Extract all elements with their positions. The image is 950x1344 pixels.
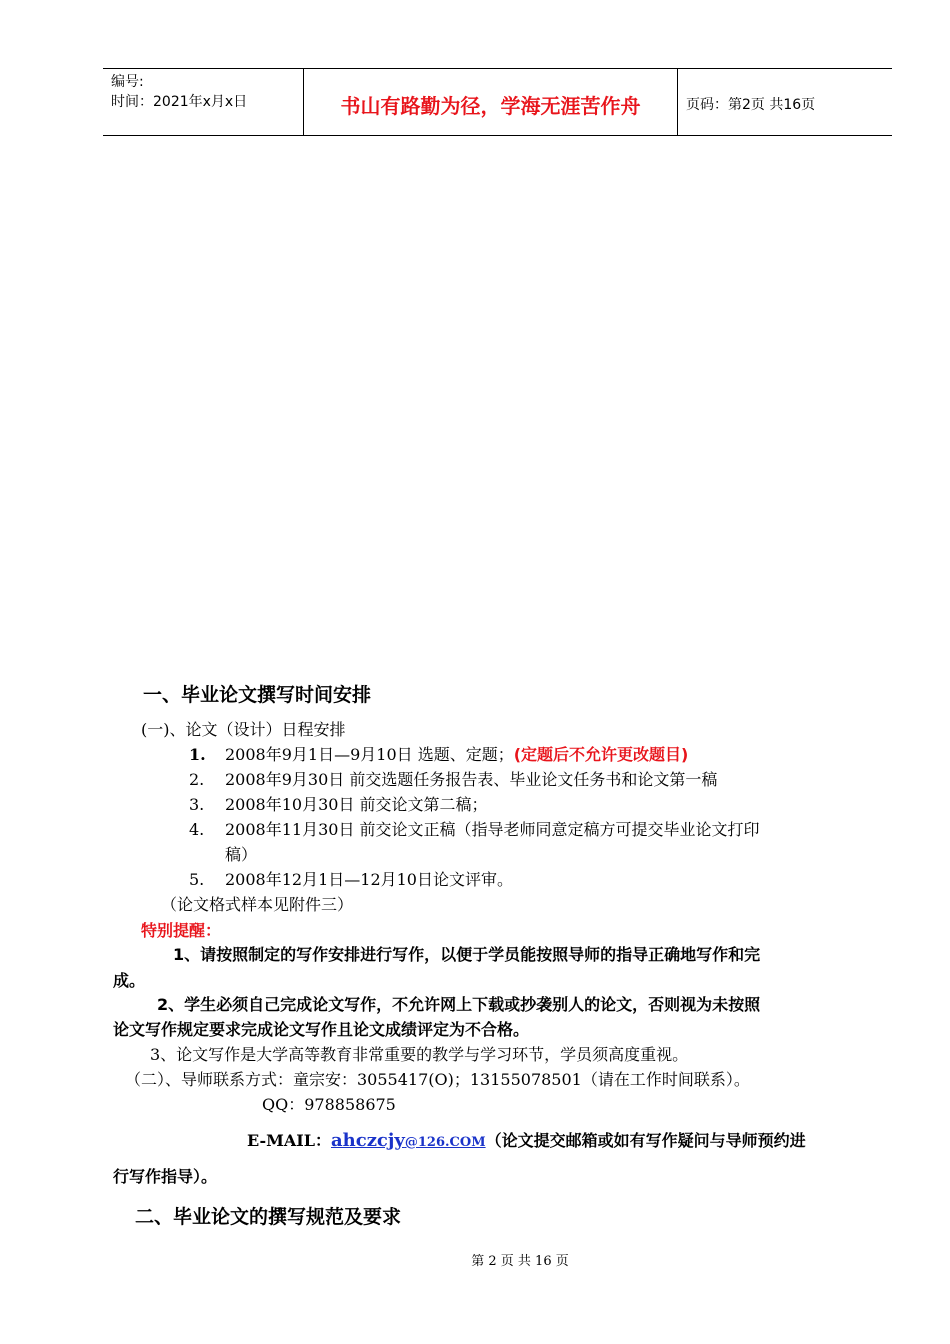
schedule-item: 1. 2008年9月1日—9月10日 选题、定题；(定题后不允许更改题目) bbox=[189, 745, 689, 764]
reminder-3: 3、论文写作是大学高等教育非常重要的教学与学习环节，学员须高度重视。 bbox=[150, 1045, 689, 1064]
email-link[interactable]: ahczcjy@126.COM bbox=[331, 1130, 486, 1151]
schedule-item-continuation: 稿） bbox=[225, 845, 258, 864]
schedule-subtitle: (一)、论文（设计）日程安排 bbox=[141, 720, 346, 739]
header-motto: 书山有路勤为径，学海无涯苦作舟 bbox=[340, 94, 641, 118]
schedule-item: 3. 2008年10月30日 前交论文第二稿； bbox=[189, 795, 488, 814]
code-label: 编号: bbox=[111, 74, 144, 90]
email-label: E-MAIL： bbox=[247, 1131, 331, 1150]
section-1-title: 一、毕业论文撰写时间安排 bbox=[143, 684, 372, 706]
advisor-qq: QQ：978858675 bbox=[262, 1095, 396, 1114]
schedule-warning: (定题后不允许更改题目) bbox=[513, 745, 689, 764]
email-note-continuation: 行写作指导）。 bbox=[113, 1167, 218, 1186]
page-footer: 第 2 页 共 16 页 bbox=[471, 1254, 569, 1269]
reminder-title: 特别提醒： bbox=[141, 921, 222, 940]
email-note: （论文提交邮箱或如有写作疑问与导师预约进 bbox=[485, 1131, 806, 1150]
advisor-email-line bbox=[247, 1128, 806, 1151]
schedule-item: 5. 2008年12月1日—12月10日论文评审。 bbox=[189, 870, 513, 889]
header-top-rule bbox=[103, 68, 892, 69]
section-2-title: 二、毕业论文的撰写规范及要求 bbox=[135, 1206, 402, 1228]
schedule-item: 4. 2008年11月30日 前交论文正稿（指导老师同意定稿方可提交毕业论文打印 bbox=[189, 820, 760, 839]
reminder-1: 1、请按照制定的写作安排进行写作，以便于学员能按照导师的指导正确地写作和完 bbox=[173, 945, 761, 964]
schedule-item: 2. 2008年9月30日 前交选题任务报告表、毕业论文任务书和论文第一稿 bbox=[189, 770, 718, 789]
header-divider bbox=[677, 68, 678, 135]
header-info bbox=[111, 72, 247, 112]
advisor-contact: （二）、导师联系方式：童宗安：3055417(O)；13155078501（请在工作时间联系）。 bbox=[125, 1070, 750, 1089]
header-page-label: 页码：第2页 共16页 bbox=[686, 97, 816, 113]
reminder-1-continuation: 成。 bbox=[113, 971, 146, 990]
time-label: 时间：2021年x月x日 bbox=[111, 94, 248, 110]
reminder-2-continuation: 论文写作规定要求完成论文写作且论文成绩评定为不合格。 bbox=[113, 1020, 530, 1039]
reminder-2: 2、学生必须自己完成论文写作，不允许网上下载或抄袭别人的论文，否则视为未按照 bbox=[157, 995, 761, 1014]
format-note: （论文格式样本见附件三） bbox=[161, 895, 354, 914]
header-bottom-rule bbox=[103, 135, 892, 136]
